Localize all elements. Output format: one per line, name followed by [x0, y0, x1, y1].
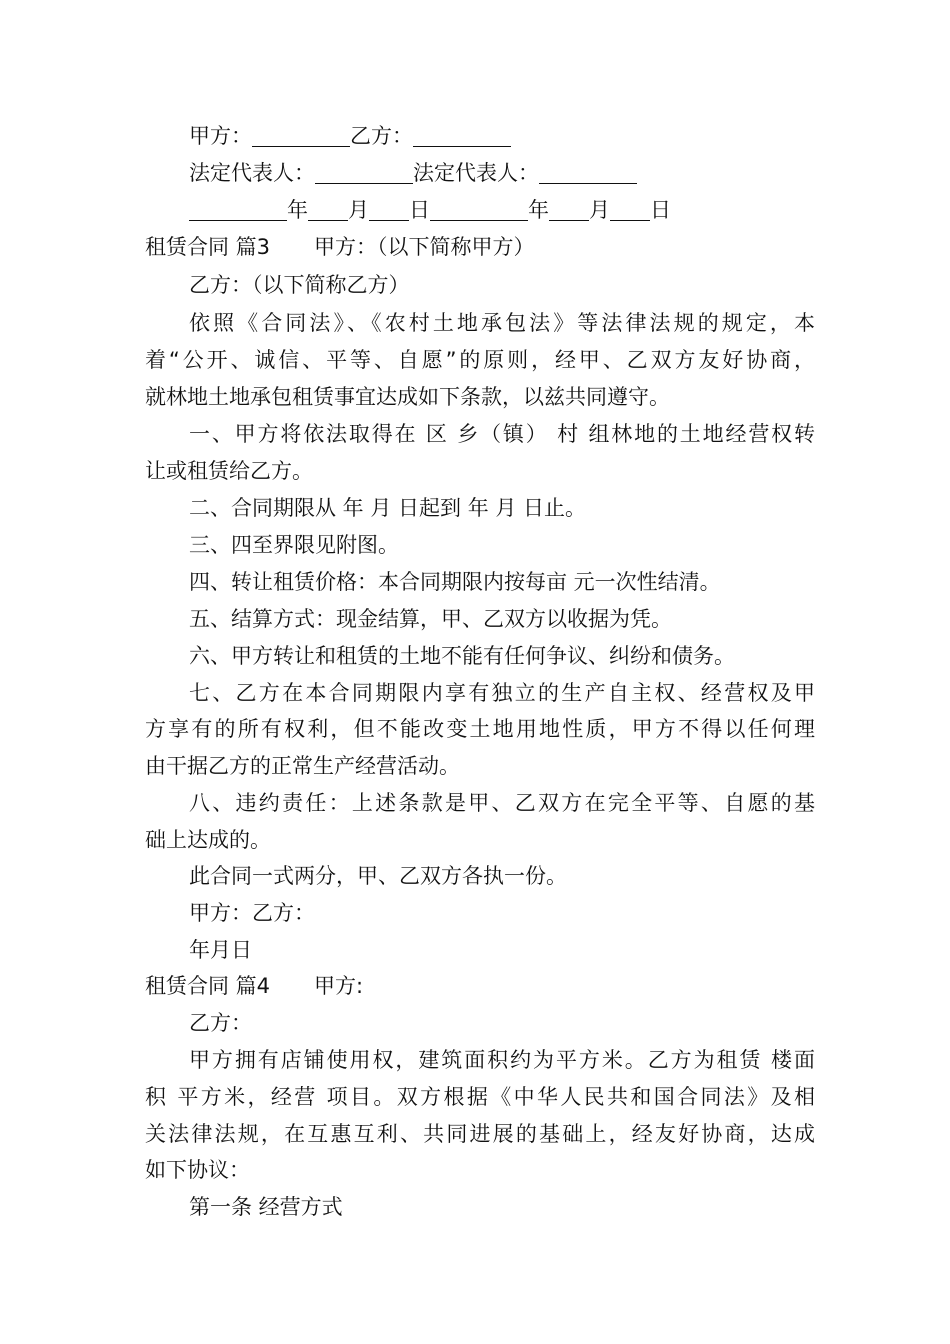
paragraph-line: 依照《合同法》、《农村土地承包法》等法律法规的规定，本 [189, 311, 815, 335]
blank-underline [430, 198, 528, 221]
blank-underline [369, 198, 409, 221]
clause-line: 五、结算方式：现金结算，甲、乙双方以收据为凭。 [189, 607, 672, 631]
party-b-line: 乙方： [189, 1011, 252, 1035]
party-a-line: 甲方: [314, 974, 364, 998]
blank-underline [252, 124, 350, 147]
section4-heading-line [145, 971, 815, 1001]
blank-underline [539, 161, 637, 184]
copies-line: 此合同一式两分，甲、乙双方各执一份。 [189, 864, 567, 888]
paragraph-line: 着“公开、诚信、平等、自愿”的原则，经甲、乙双方友好协商， [145, 348, 815, 372]
party-b-line: 乙方：（以下简称乙方） [189, 273, 410, 297]
clause-line: 一、甲方将依法取得在 区 乡（镇） 村 组林地的土地经营权转 [189, 422, 815, 446]
blank-underline [549, 198, 589, 221]
clause-line: 六、甲方转让和租赁的土地不能有任何争议、纠纷和债务。 [189, 644, 735, 668]
signature-reps-line: 法定代表人： 法定代表人： [189, 158, 815, 188]
paragraph-line: 如下协议： [145, 1158, 250, 1182]
section-heading: 租赁合同 篇4 [145, 974, 271, 998]
clause-line: 七、乙方在本合同期限内享有独立的生产自主权、经营权及甲 [189, 681, 815, 705]
party-a-line: 甲方：（以下简称甲方） [314, 235, 535, 259]
clause-line: 三、四至界限见附图。 [189, 533, 399, 557]
blank-underline [308, 198, 348, 221]
clause-line: 础上达成的。 [145, 828, 271, 852]
clause-line: 四、转让租赁价格：本合同期限内按每亩 元一次性结清。 [189, 570, 721, 594]
clause-line: 让或租赁给乙方。 [145, 459, 313, 483]
blank-underline [413, 124, 511, 147]
section-heading: 租赁合同 篇3 [145, 235, 271, 259]
section3-heading-line [145, 232, 815, 262]
clause-line: 由干据乙方的正常生产经营活动。 [145, 754, 460, 778]
clause-line: 二、合同期限从 年 月 日起到 年 月 日止。 [189, 496, 587, 520]
blank-underline [189, 198, 287, 221]
blank-underline [610, 198, 650, 221]
paragraph-line: 甲方拥有店铺使用权，建筑面积约为平方米。乙方为租赁 楼面 [189, 1048, 815, 1072]
sign-line: 甲方：乙方： [189, 901, 315, 925]
article-heading: 第一条 经营方式 [189, 1195, 343, 1219]
paragraph-line: 积 平方米，经营 项目。双方根据《中华人民共和国合同法》及相 [145, 1085, 815, 1109]
date-line: 年月日 [189, 938, 252, 962]
blank-underline [315, 161, 413, 184]
clause-line: 方享有的所有权利，但不能改变土地用地性质，甲方不得以任何理 [145, 717, 815, 741]
paragraph-line: 关法律法规，在互惠互利、共同进展的基础上，经友好协商，达成 [145, 1122, 815, 1146]
clause-line: 八、违约责任：上述条款是甲、乙双方在完全平等、自愿的基 [189, 791, 815, 815]
signature-dates-line: 年 月 日 年 月 日 [189, 195, 815, 225]
signature-parties-line: 甲方： 乙方： [189, 121, 815, 151]
paragraph-line: 就林地土地承包租赁事宜达成如下条款，以兹共同遵守。 [145, 385, 670, 409]
